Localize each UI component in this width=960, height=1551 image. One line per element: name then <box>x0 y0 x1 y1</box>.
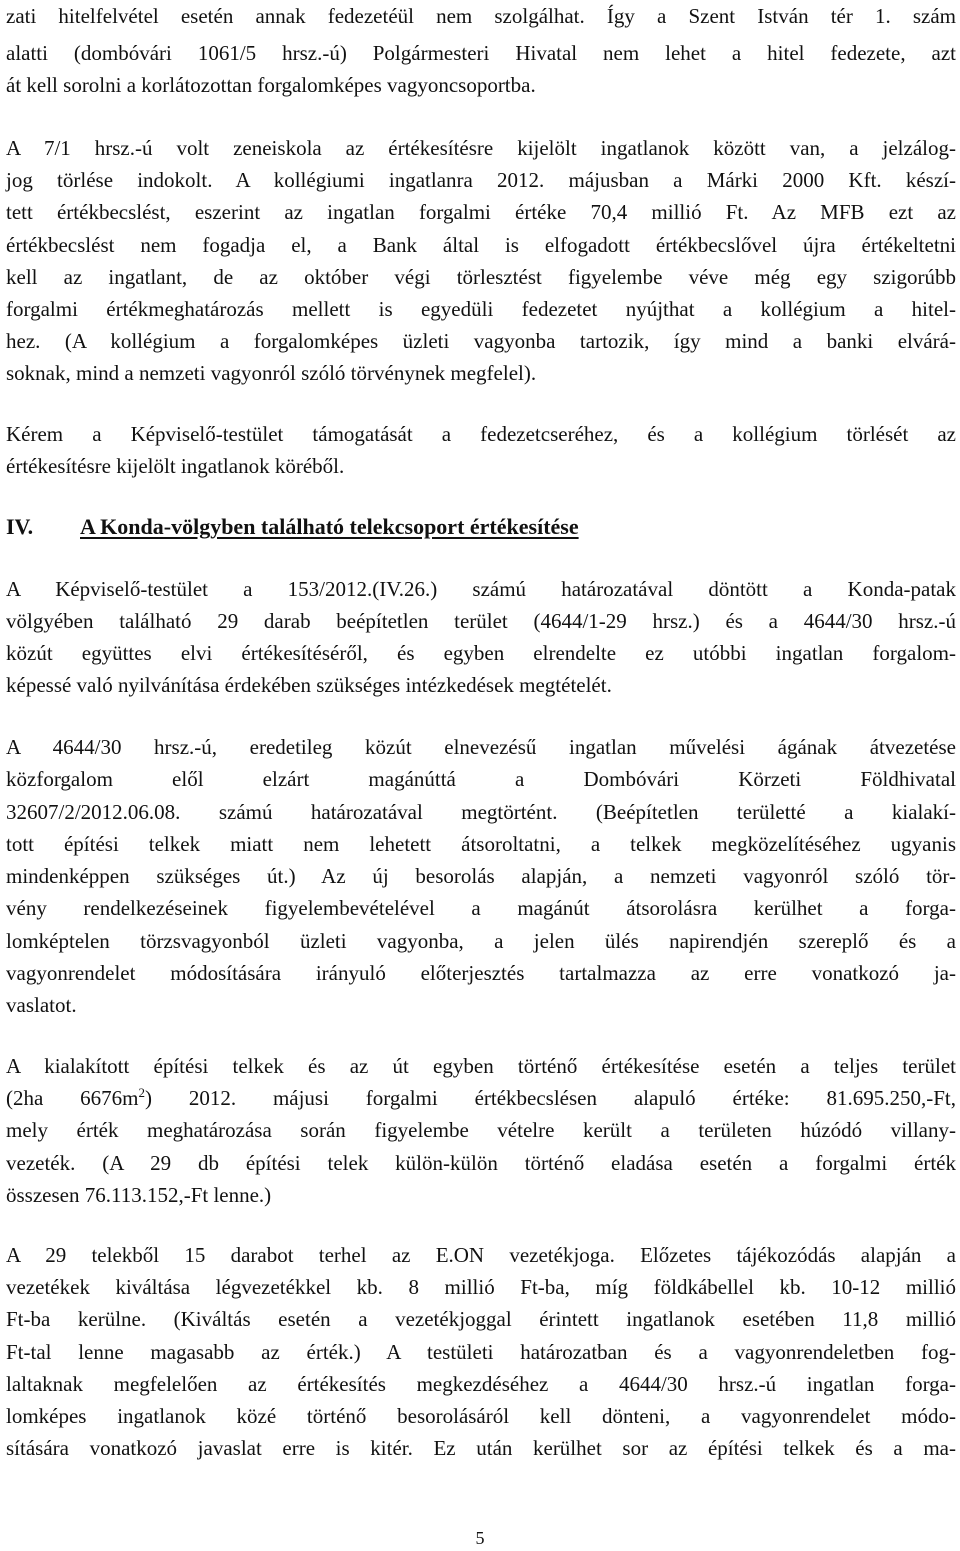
text-line: lomképes ingatlanok közé történő besorolásáról kell dönteni, a vagyonrendelet módo- <box>6 1404 956 1428</box>
text-line: A 29 telekből 15 darabot terhel az E.ON vezetékjoga. Előzetes tájékozódás alapján a <box>6 1243 956 1267</box>
page-number: 5 <box>475 1528 485 1548</box>
text-line: vezetékek kiváltása légvezetékkel kb. 8 millió Ft-ba, míg földkábellel kb. 10-12 millió <box>6 1275 956 1299</box>
text-line: Ft-tal lenne magasabb az érték.) A testületi határozatban és a vagyonrendeletben fog- <box>6 1340 956 1364</box>
text-line: sítására vonatkozó javaslat erre is kitér. Ez után kerülhet sor az építési telkek és a ma- <box>6 1436 956 1460</box>
area-superscript: 2 <box>138 1085 145 1100</box>
text-line: zati hitelfelvétel esetén annak fedezetéül nem szolgálhat. Így a Szent István tér 1. szám <box>6 4 956 28</box>
text-line: völgyében található 29 darab beépítetlen terület (4644/1-29 hrsz.) és a 4644/30 hrsz.-ú <box>6 609 956 633</box>
text-line: vezeték. (A 29 db építési telek külön-külön történő eladása esetén a forgalmi érték <box>6 1151 956 1175</box>
section-title: A Konda-völgyben található telekcsoport értékesítése <box>80 514 579 539</box>
text-line: tott építési telkek miatt nem lehetett átsoroltatni, a telkek megközelítéséhez ugyanis <box>6 832 956 856</box>
text-line: A kialakított építési telkek és az út egyben történő értékesítése esetén a teljes terület <box>6 1054 956 1078</box>
text-line: vaslatot. <box>6 993 77 1017</box>
text-line: hez. (A kollégium a forgalomképes üzleti vagyonba tartozik, így mind a banki elvárá- <box>6 329 956 353</box>
text-line: át kell sorolni a korlátozottan forgalomképes vagyoncsoportba. <box>6 73 536 97</box>
text-line: kell az ingatlant, de az október végi törlesztést figyelembe véve még egy szigorúbb <box>6 265 956 289</box>
text-line: összesen 76.113.152,-Ft lenne.) <box>6 1183 272 1207</box>
text-line: vény rendelkezéseinek figyelembevételével a magánút átsorolásra kerülhet a forga- <box>6 896 956 920</box>
text-line: soknak, mind a nemzeti vagyonról szóló törvénynek megfelel). <box>6 361 537 385</box>
text-line: képessé való nyilvánítása érdekében szükséges intézkedések megtételét. <box>6 673 612 697</box>
text-line: mely érték meghatározása során figyelembe vételre került a területen húzódó villany- <box>6 1118 956 1142</box>
text-line: laltaknak megfelelően az értékesítés megkezdéséhez a 4644/30 hrsz.-ú ingatlan forga- <box>6 1372 956 1396</box>
text-line: Ft-ba kerülne. (Kiváltás esetén a vezetékjoggal érintett ingatlanok esetében 11,8 millió <box>6 1307 956 1331</box>
text-line: lomképtelen törzsvagyonból üzleti vagyonba, a jelen ülés napirendjén szereplő és a <box>6 929 956 953</box>
text-line: A 4644/30 hrsz.-ú, eredetileg közút elnevezésű ingatlan művelési ágának átvezetése <box>6 735 956 759</box>
text-line: közút együttes elvi értékesítéséről, és egyben elrendelte ez utóbbi ingatlan forgalom- <box>6 641 956 665</box>
text-line: A Képviselő-testület a 153/2012.(IV.26.) számú határozatával döntött a Konda-patak <box>6 577 956 601</box>
text-line <box>6 1082 956 1114</box>
text-line: forgalmi értékmeghatározás mellett is egyedüli fedezetet nyújthat a kollégium a hitel- <box>6 297 956 321</box>
text-line: vagyonrendelet módosítására irányuló előterjesztés tartalmazza az erre vonatkozó ja- <box>6 961 956 985</box>
text-line: Kérem a Képviselő-testület támogatását a fedezetcseréhez, és a kollégium törlését az <box>6 422 956 446</box>
text-line: tett értékbecslést, eszerint az ingatlan forgalmi értéke 70,4 millió Ft. Az MFB ezt az <box>6 200 956 224</box>
text-line: értékbecslést nem fogadja el, a Bank által is elfogadott értékbecslővel újra értékeltetni <box>6 233 956 257</box>
area-line-tail: ) 2012. májusi forgalmi értékbecslésen alapuló értéke: 81.695.250,-Ft, <box>145 1086 956 1110</box>
text-line: 32607/2/2012.06.08. számú határozatával megtörtént. (Beépítetlen területté a kialakí- <box>6 800 956 824</box>
text-line: jog törlése indokolt. A kollégiumi ingatlanra 2012. májusban a Márki 2000 Kft. készí- <box>6 168 956 192</box>
section-number: IV. <box>6 514 34 539</box>
text-line: A 7/1 hrsz.-ú volt zeneiskola az értékesítésre kijelölt ingatlanok között van, a jelzálog- <box>6 136 956 160</box>
text-line: értékesítésre kijelölt ingatlanok köréből. <box>6 454 345 478</box>
text-line: mindenképpen szükséges út.) Az új besorolás alapján, a nemzeti vagyonról szóló tör- <box>6 864 956 888</box>
text-line: közforgalom elől elzárt magánúttá a Dombóvári Körzeti Földhivatal <box>6 767 956 791</box>
text-line: alatti (dombóvári 1061/5 hrsz.-ú) Polgármesteri Hivatal nem lehet a hitel fedezete, azt <box>6 41 956 65</box>
area-value: (2ha 6676m <box>6 1086 139 1110</box>
